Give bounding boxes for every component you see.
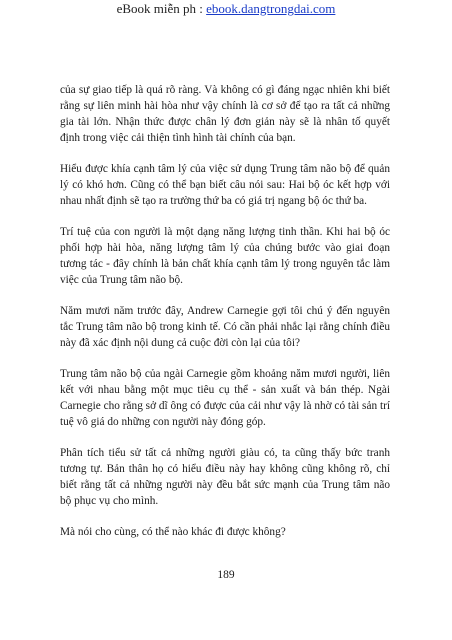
header-link[interactable]: ebook.dangtrongdai.com — [206, 1, 336, 16]
paragraph-7: Mà nói cho cùng, có thể nào khác đi được không? — [60, 526, 286, 538]
body-text — [60, 82, 390, 555]
paragraph-6: Phân tích tiểu sử tất cả những người giàu có, ta cũng thấy bức tranh tương tự. Bản thân họ có hiểu điều này hay không cũng không rõ, chỉ biết rằng tất cả những người này đều bắt sức mạnh của Trung tâm não bộ phục vụ cho mình. — [60, 447, 390, 507]
paragraph-3: Trí tuệ của con người là một dạng năng lượng tinh thần. Khi hai bộ óc phối hợp hài hòa, năng lượng tâm lý của chúng bước vào giai đoạn tương tác - đây chính là bản chất khía cạnh tâm lý trong nguyên tắc làm việc của Trung tâm não bộ. — [60, 226, 390, 286]
paragraph-5: Trung tâm não bộ của ngài Carnegie gồm khoảng năm mươi người, liên kết với nhau bằng một mục tiêu cụ thể - sản xuất và bán thép. Ngài Carnegie cho rằng sở dĩ ông có được của cải như vậy là nhờ có tài sản trí tuệ vô giá do những con người này đóng góp. — [60, 368, 390, 428]
page-header — [0, 1, 452, 17]
paragraph-2: Hiểu được khía cạnh tâm lý của việc sử dụng Trung tâm não bộ để quản lý có khó hơn. Cũng có thể bạn biết câu nói sau: Hai bộ óc kết hợp với nhau nhất định sẽ tạo ra trường thứ ba có giá trị ngang bộ óc thứ ba. — [60, 163, 390, 207]
header-prefix: eBook miễn ph : — [116, 1, 207, 16]
page-number: 189 — [217, 569, 235, 581]
paragraph-1: của sự giao tiếp là quá rõ ràng. Và không có gì đáng ngạc nhiên khi biết rằng sự liên minh hài hòa như vậy chính là cơ sở để tạo ra tất cả những gia tài lớn. Nhận thức được chân lý đơn giản này sẽ là nhân tố quyết định trong việc cải thiện tình hình tài chính của bạn. — [60, 84, 390, 144]
paragraph-4: Năm mươi năm trước đây, Andrew Carnegie gợi tôi chú ý đến nguyên tắc Trung tâm não bộ trong kinh tế. Có cần phải nhắc lại rằng chính điều này đã xác định nội dung cả cuộc đời còn lại của tôi? — [60, 305, 390, 349]
